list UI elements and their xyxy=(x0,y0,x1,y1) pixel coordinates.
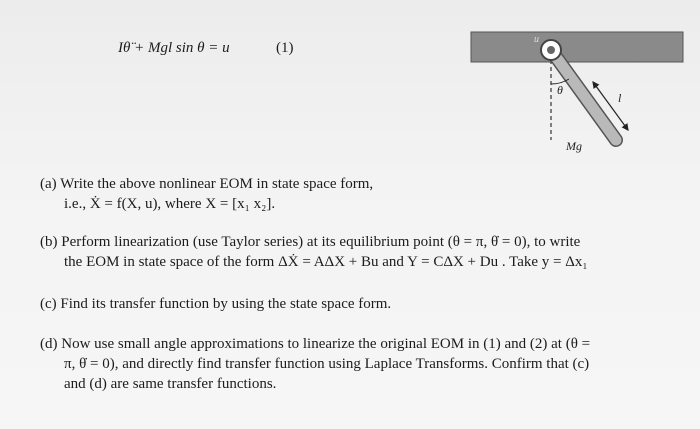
question-a xyxy=(40,174,373,214)
question-c-line1: Find its transfer function by using the state space form. xyxy=(60,296,392,312)
pivot-label: u xyxy=(534,34,539,45)
question-c xyxy=(40,294,391,314)
equation-1: Iθ̈ + Mgl sin θ = u xyxy=(118,40,230,56)
ceiling-bar xyxy=(471,32,683,62)
question-d-line1: Now use small angle approximations to linearize the original EOM in (1) and (2) at (θ = xyxy=(61,336,591,352)
question-b-line1: Perform linearization (use Taylor series) at its equilibrium point (θ = π, θ̇ = 0), to write xyxy=(61,234,581,250)
angle-label: θ xyxy=(557,83,563,97)
question-d xyxy=(40,334,590,394)
question-c-letter: (c) xyxy=(40,296,57,312)
question-a-line2: i.e., Ẋ = f(X, u), where X = [x₁ x₂]. xyxy=(64,196,276,212)
equation-number: (1) xyxy=(276,40,294,56)
question-b xyxy=(40,232,588,272)
weight-label: Mg xyxy=(566,139,582,153)
question-d-line3: and (d) are same transfer functions. xyxy=(64,376,277,392)
question-b-letter: (b) xyxy=(40,234,58,250)
question-a-letter: (a) xyxy=(40,176,57,192)
question-b-line2: the EOM in state space of the form ΔẊ = AΔX + Bu and Y = CΔX + Du . Take y = Δx₁ xyxy=(64,254,588,270)
question-d-line2: π, θ̇ = 0), and directly find transfer function using Laplace Transforms. Confirm that (c) xyxy=(64,356,590,372)
length-label: l xyxy=(618,91,622,105)
question-a-line1: Write the above nonlinear EOM in state space form, xyxy=(60,176,374,192)
pendulum-figure xyxy=(468,22,688,162)
question-d-letter: (d) xyxy=(40,336,58,352)
